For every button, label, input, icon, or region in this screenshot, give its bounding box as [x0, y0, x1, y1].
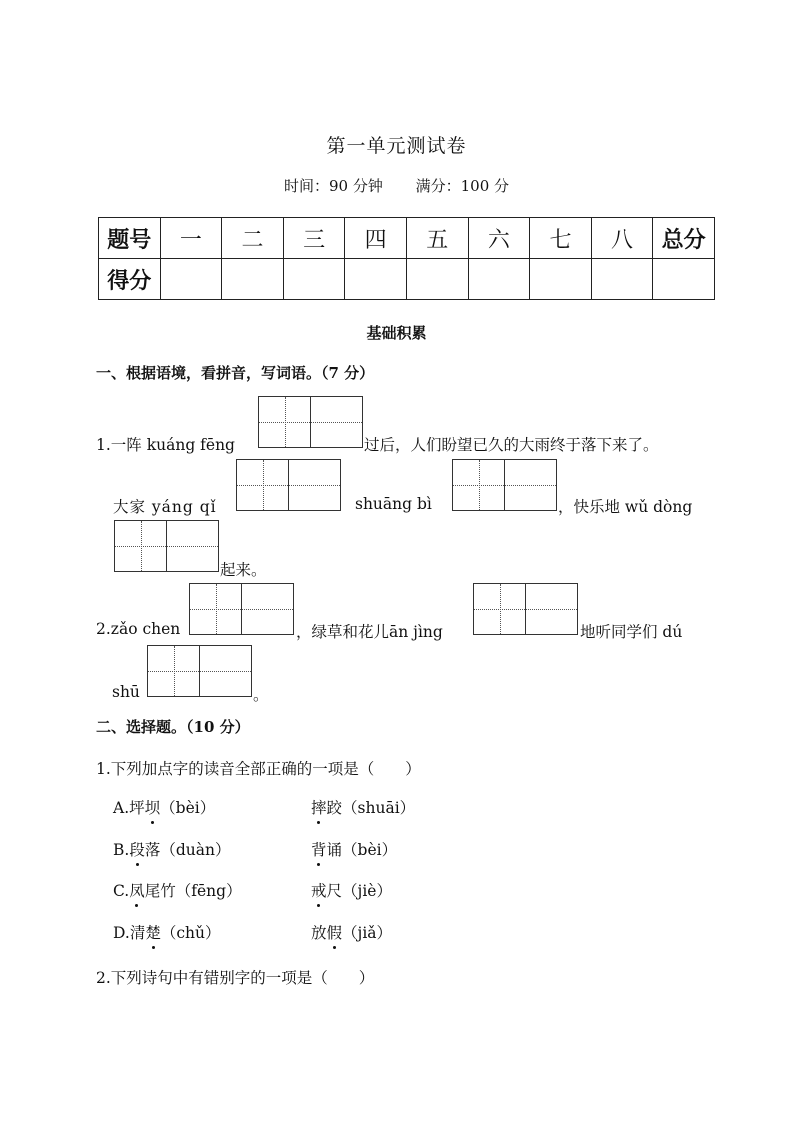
- q1-text: 大家 yáng qǐ: [113, 498, 217, 516]
- dotted-char: 楚: [145, 921, 161, 943]
- score-table-header-row: [99, 218, 715, 259]
- dotted-char: 摔: [311, 796, 327, 818]
- q1-text: 1.一阵 kuáng fēng: [96, 436, 235, 454]
- dotted-char: 凤: [129, 879, 145, 901]
- score-header-cell: 三: [283, 218, 345, 259]
- character-box[interactable]: [236, 459, 341, 511]
- full-score: 满分：100 分: [415, 177, 510, 195]
- character-box[interactable]: [258, 396, 363, 448]
- score-table-score-row: [99, 259, 715, 300]
- q2-item: 2.下列诗句中有错别字的一项是（ ）: [96, 969, 375, 987]
- option-a[interactable]: A.坪坝（bèi）: [113, 796, 215, 818]
- score-row-label: 得分: [99, 259, 161, 300]
- character-box[interactable]: [114, 520, 219, 572]
- score-header-cell: 八: [591, 218, 653, 259]
- score-header-cell: 五: [406, 218, 468, 259]
- score-input-cell[interactable]: [283, 259, 345, 300]
- dotted-char: 戒: [311, 879, 327, 901]
- q1-text: 。: [253, 686, 269, 704]
- q1-heading: 一、根据语境，看拼音，写词语。（7 分）: [96, 364, 375, 382]
- score-input-cell[interactable]: [160, 259, 222, 300]
- dotted-char: 背: [311, 838, 327, 860]
- score-header-cell: 总分: [653, 218, 715, 259]
- character-box[interactable]: [452, 459, 557, 511]
- option-b-word2: 背诵（bèi）: [311, 838, 397, 860]
- score-table: [98, 217, 715, 300]
- score-header-cell: 二: [222, 218, 284, 259]
- score-input-cell[interactable]: [468, 259, 530, 300]
- q1-text: ，快乐地 wǔ dòng: [558, 498, 693, 516]
- dotted-char: 假: [327, 921, 343, 943]
- dotted-char: 段: [129, 838, 145, 860]
- score-input-cell[interactable]: [406, 259, 468, 300]
- score-input-cell[interactable]: [222, 259, 284, 300]
- option-a-word2: 摔跤（shuāi）: [311, 796, 415, 818]
- page-title: 第一单元测试卷: [326, 135, 467, 157]
- q1-text: 地听同学们 dú: [580, 623, 683, 641]
- q1-text: ，绿草和花儿ān jìng: [296, 623, 443, 641]
- character-box[interactable]: [147, 645, 252, 697]
- score-input-cell[interactable]: [591, 259, 653, 300]
- score-header-cell: 七: [530, 218, 592, 259]
- exam-meta: [0, 175, 793, 196]
- score-header-cell: 四: [345, 218, 407, 259]
- score-header-cell: 题号: [99, 218, 161, 259]
- option-c[interactable]: C.凤尾竹（fēng）: [113, 879, 242, 901]
- character-box[interactable]: [473, 583, 578, 635]
- q1-text: 2.zǎo chen: [96, 620, 181, 638]
- q1-text: 过后，人们盼望已久的大雨终于落下来了。: [364, 436, 659, 454]
- time-limit: 时间：90 分钟: [283, 177, 383, 195]
- score-input-cell[interactable]: [345, 259, 407, 300]
- score-input-cell[interactable]: [653, 259, 715, 300]
- q2-item: 1.下列加点字的读音全部正确的一项是（ ）: [96, 760, 421, 778]
- q1-text: shū: [112, 683, 140, 701]
- dotted-char: 坝: [145, 796, 161, 818]
- score-header-cell: 一: [160, 218, 222, 259]
- score-input-cell[interactable]: [530, 259, 592, 300]
- character-box[interactable]: [189, 583, 294, 635]
- option-c-word2: 戒尺（jiè）: [311, 879, 392, 901]
- option-d[interactable]: D.清楚（chǔ）: [113, 921, 221, 943]
- score-header-cell: 六: [468, 218, 530, 259]
- section-heading: 基础积累: [366, 324, 427, 342]
- q1-text: shuāng bì: [355, 495, 432, 513]
- option-b[interactable]: B.段落（duàn）: [113, 838, 231, 860]
- q1-text: 起来。: [220, 561, 267, 579]
- option-d-word2: 放假（jiǎ）: [311, 921, 392, 943]
- q2-heading: 二、选择题。（10 分）: [96, 718, 250, 736]
